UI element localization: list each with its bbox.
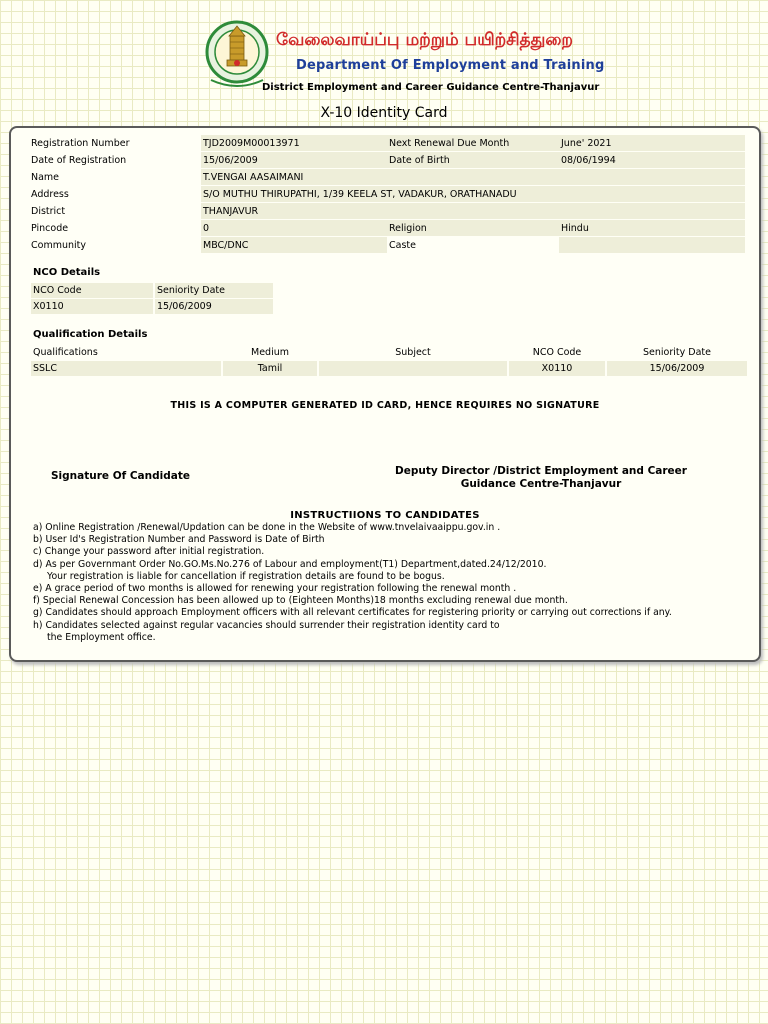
list-item: g) Candidates should approach Employment officers with all relevant certificates for registering priority or carrying out corrections if any. <box>33 607 672 619</box>
registration-table <box>29 134 745 254</box>
computer-generated-note: THIS IS A COMPUTER GENERATED ID CARD, HENCE REQUIRES NO SIGNATURE <box>170 400 600 411</box>
list-item: a) Online Registration /Renewal/Updation can be done in the Website of www.tnvelaivaaippu.gov.in . <box>33 522 501 533</box>
table-row <box>31 361 747 376</box>
qual-header-qualifications: Qualifications <box>33 347 98 358</box>
address-value: S/O MUTHU THIRUPATHI, 1/39 KEELA ST, VADAKUR, ORATHANADU <box>201 186 745 202</box>
table-row <box>29 186 745 202</box>
nco-table <box>29 282 275 315</box>
dob-value: 08/06/1994 <box>559 152 745 168</box>
pincode-label: Pincode <box>31 222 69 234</box>
list-item: Your registration is liable for cancellation if registration details are found to be bogus. <box>47 570 445 582</box>
community-label: Community <box>31 239 86 251</box>
list-item: b) User Id's Registration Number and Password is Date of Birth <box>33 534 325 546</box>
religion-value: Hindu <box>559 220 745 236</box>
nco-details-title: NCO Details <box>33 267 101 278</box>
list-item: f) Special Renewal Concession has been allowed up to (Eighteen Months)18 months excluding renewal due month. <box>33 595 568 607</box>
table-row <box>29 135 745 151</box>
religion-label: Religion <box>387 220 559 236</box>
tamil-department-title: வேலைவாய்ப்பு மற்றும் பயிற்சித்துறை <box>276 30 574 50</box>
card-title: X-10 Identity Card <box>320 105 448 121</box>
list-item: h) Candidates selected against regular vacancies should surrender their registration identity card to <box>33 619 500 631</box>
instructions-list <box>33 522 753 644</box>
table-row <box>31 299 273 314</box>
director-line-1: Deputy Director /District Employment and Career <box>395 465 687 477</box>
table-row <box>29 169 745 185</box>
name-value: T.VENGAI AASAIMANI <box>201 169 745 185</box>
qual-cell-nco-code: X0110 <box>509 361 605 376</box>
nco-date-value: 15/06/2009 <box>155 299 273 314</box>
instructions-title: INSTRUCTIIONS TO CANDIDATES <box>290 510 480 521</box>
qual-header-seniority-date: Seniority Date <box>643 347 711 358</box>
reg-date-label: Date of Registration <box>31 154 127 166</box>
list-item: e) A grace period of two months is allowed for renewing your registration following the renewal month . <box>33 583 517 595</box>
director-line-2: Guidance Centre-Thanjavur <box>460 478 622 490</box>
reg-date-value: 15/06/2009 <box>201 152 387 168</box>
qual-header-medium: Medium <box>251 347 289 358</box>
qualification-details-title: Qualification Details <box>33 329 148 340</box>
qual-cell-qualification: SSLC <box>31 361 221 376</box>
community-value: MBC/DNC <box>201 237 387 253</box>
renewal-value: June' 2021 <box>559 135 745 151</box>
table-row <box>29 237 745 253</box>
table-row <box>29 220 745 236</box>
table-row <box>31 345 747 360</box>
dob-label: Date of Birth <box>387 152 559 168</box>
candidate-signature-label: Signature Of Candidate <box>51 470 190 482</box>
table-row <box>29 203 745 219</box>
name-label: Name <box>31 171 60 183</box>
renewal-label: Next Renewal Due Month <box>387 135 559 151</box>
identity-card <box>9 126 761 662</box>
table-row <box>31 283 273 298</box>
table-row <box>29 152 745 168</box>
qual-cell-subject <box>319 361 507 376</box>
qual-cell-medium: Tamil <box>223 361 317 376</box>
nco-code-header: NCO Code <box>31 283 153 298</box>
list-item: c) Change your password after initial registration. <box>33 546 265 558</box>
centre-title: District Employment and Career Guidance Centre-Thanjavur <box>262 82 600 93</box>
qual-cell-seniority-date: 15/06/2009 <box>607 361 747 376</box>
district-label: District <box>31 205 66 217</box>
caste-value <box>559 237 745 253</box>
qualification-table <box>29 344 749 377</box>
district-value: THANJAVUR <box>201 203 745 219</box>
nco-date-header: Seniority Date <box>155 283 273 298</box>
caste-label: Caste <box>389 239 416 251</box>
tamil-nadu-emblem-icon <box>205 16 269 92</box>
reg-number-label: Registration Number <box>31 137 130 149</box>
pincode-value: 0 <box>201 220 387 236</box>
qual-header-nco-code: NCO Code <box>532 347 582 358</box>
department-title: Department Of Employment and Training <box>296 58 605 73</box>
list-item: the Employment office. <box>47 631 156 643</box>
address-label: Address <box>31 188 69 200</box>
list-item: d) As per Governmant Order No.GO.Ms.No.276 of Labour and employment(T1) Department,dated.24/12/2010. <box>33 558 547 570</box>
reg-number-value: TJD2009M00013971 <box>201 135 387 151</box>
qual-header-subject: Subject <box>395 347 431 358</box>
nco-code-value: X0110 <box>31 299 153 314</box>
header <box>0 0 768 130</box>
director-signature-label <box>391 465 691 491</box>
